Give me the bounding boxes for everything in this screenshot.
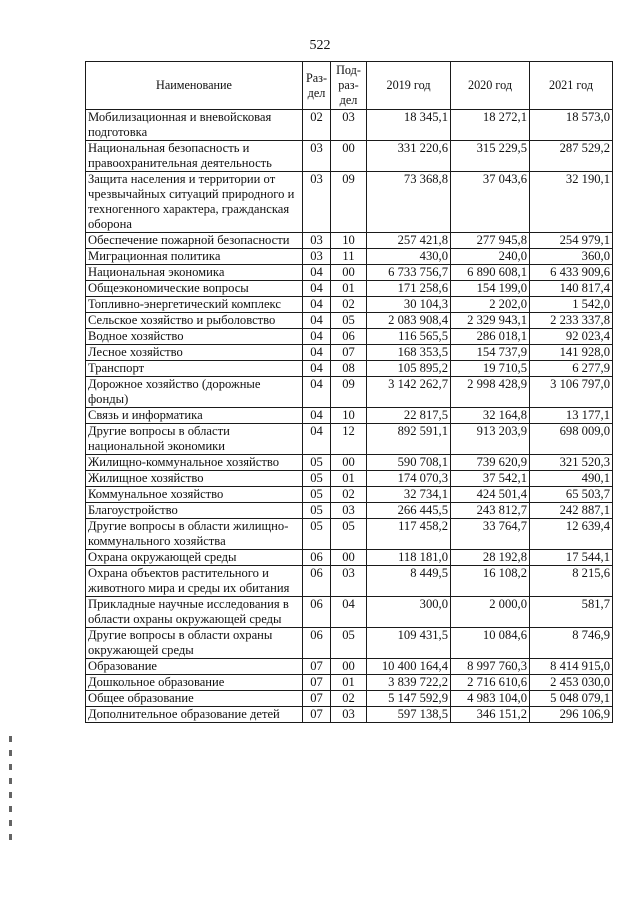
table-row bbox=[86, 377, 613, 408]
table-row bbox=[86, 141, 613, 172]
row-value-2021: 8 746,9 bbox=[530, 628, 613, 659]
row-subsection: 08 bbox=[331, 361, 367, 377]
row-section: 04 bbox=[303, 361, 331, 377]
row-name: Жилищное хозяйство bbox=[86, 471, 303, 487]
row-section: 06 bbox=[303, 597, 331, 628]
row-value-2021: 8 414 915,0 bbox=[530, 659, 613, 675]
row-section: 05 bbox=[303, 519, 331, 550]
row-name: Охрана окружающей среды bbox=[86, 550, 303, 566]
row-value-2019: 73 368,8 bbox=[367, 172, 451, 233]
row-section: 04 bbox=[303, 297, 331, 313]
row-subsection: 00 bbox=[331, 265, 367, 281]
row-value-2021: 32 190,1 bbox=[530, 172, 613, 233]
table-row bbox=[86, 313, 613, 329]
row-subsection: 01 bbox=[331, 471, 367, 487]
row-subsection: 01 bbox=[331, 281, 367, 297]
table-row bbox=[86, 628, 613, 659]
row-value-2020: 6 890 608,1 bbox=[451, 265, 530, 281]
row-name: Дорожное хозяйство (дорожные фонды) bbox=[86, 377, 303, 408]
row-value-2019: 892 591,1 bbox=[367, 424, 451, 455]
row-value-2021: 490,1 bbox=[530, 471, 613, 487]
row-name: Транспорт bbox=[86, 361, 303, 377]
row-subsection: 06 bbox=[331, 329, 367, 345]
row-section: 06 bbox=[303, 550, 331, 566]
row-subsection: 09 bbox=[331, 172, 367, 233]
row-value-2019: 109 431,5 bbox=[367, 628, 451, 659]
row-section: 03 bbox=[303, 249, 331, 265]
table-row bbox=[86, 503, 613, 519]
row-value-2019: 8 449,5 bbox=[367, 566, 451, 597]
row-value-2020: 2 716 610,6 bbox=[451, 675, 530, 691]
row-value-2019: 22 817,5 bbox=[367, 408, 451, 424]
row-section: 03 bbox=[303, 141, 331, 172]
row-value-2020: 2 998 428,9 bbox=[451, 377, 530, 408]
row-value-2021: 2 233 337,8 bbox=[530, 313, 613, 329]
row-section: 05 bbox=[303, 487, 331, 503]
row-value-2020: 424 501,4 bbox=[451, 487, 530, 503]
row-value-2021: 698 009,0 bbox=[530, 424, 613, 455]
row-subsection: 11 bbox=[331, 249, 367, 265]
table-row bbox=[86, 329, 613, 345]
row-name: Обеспечение пожарной безопасности bbox=[86, 233, 303, 249]
row-subsection: 03 bbox=[331, 110, 367, 141]
row-name: Водное хозяйство bbox=[86, 329, 303, 345]
row-subsection: 03 bbox=[331, 707, 367, 723]
row-value-2021: 321 520,3 bbox=[530, 455, 613, 471]
header-section: Раз-дел bbox=[303, 62, 331, 110]
row-subsection: 04 bbox=[331, 597, 367, 628]
row-value-2020: 37 542,1 bbox=[451, 471, 530, 487]
row-value-2021: 5 048 079,1 bbox=[530, 691, 613, 707]
page-number: 522 bbox=[309, 38, 331, 53]
table-row bbox=[86, 675, 613, 691]
row-value-2020: 243 812,7 bbox=[451, 503, 530, 519]
row-section: 05 bbox=[303, 455, 331, 471]
row-subsection: 05 bbox=[331, 628, 367, 659]
row-value-2020: 346 151,2 bbox=[451, 707, 530, 723]
table-body bbox=[86, 110, 613, 723]
row-value-2021: 17 544,1 bbox=[530, 550, 613, 566]
row-value-2021: 12 639,4 bbox=[530, 519, 613, 550]
row-value-2020: 2 000,0 bbox=[451, 597, 530, 628]
row-value-2020: 154 199,0 bbox=[451, 281, 530, 297]
row-value-2019: 32 734,1 bbox=[367, 487, 451, 503]
row-name: Образование bbox=[86, 659, 303, 675]
row-value-2019: 168 353,5 bbox=[367, 345, 451, 361]
row-name: Топливно-энергетический комплекс bbox=[86, 297, 303, 313]
row-name: Благоустройство bbox=[86, 503, 303, 519]
row-value-2019: 597 138,5 bbox=[367, 707, 451, 723]
row-value-2020: 2 202,0 bbox=[451, 297, 530, 313]
row-value-2020: 913 203,9 bbox=[451, 424, 530, 455]
row-value-2021: 65 503,7 bbox=[530, 487, 613, 503]
row-subsection: 05 bbox=[331, 519, 367, 550]
row-value-2019: 116 565,5 bbox=[367, 329, 451, 345]
row-subsection: 10 bbox=[331, 233, 367, 249]
row-value-2021: 6 433 909,6 bbox=[530, 265, 613, 281]
row-value-2019: 430,0 bbox=[367, 249, 451, 265]
row-subsection: 00 bbox=[331, 455, 367, 471]
row-section: 07 bbox=[303, 675, 331, 691]
table-row bbox=[86, 249, 613, 265]
row-value-2020: 28 192,8 bbox=[451, 550, 530, 566]
row-value-2019: 6 733 756,7 bbox=[367, 265, 451, 281]
row-value-2019: 3 142 262,7 bbox=[367, 377, 451, 408]
row-subsection: 00 bbox=[331, 550, 367, 566]
table-row bbox=[86, 265, 613, 281]
table-row bbox=[86, 707, 613, 723]
table-row bbox=[86, 471, 613, 487]
row-value-2021: 141 928,0 bbox=[530, 345, 613, 361]
row-name: Общеэкономические вопросы bbox=[86, 281, 303, 297]
row-value-2019: 590 708,1 bbox=[367, 455, 451, 471]
row-name: Миграционная политика bbox=[86, 249, 303, 265]
table-row bbox=[86, 110, 613, 141]
row-name: Мобилизационная и вневойсковая подготовка bbox=[86, 110, 303, 141]
row-value-2019: 3 839 722,2 bbox=[367, 675, 451, 691]
row-subsection: 12 bbox=[331, 424, 367, 455]
row-name: Национальная безопасность и правоохранительная деятельность bbox=[86, 141, 303, 172]
row-value-2021: 360,0 bbox=[530, 249, 613, 265]
table-row bbox=[86, 424, 613, 455]
row-name: Защита населения и территории от чрезвычайных ситуаций природного и техногенного характера, гражданская оборона bbox=[86, 172, 303, 233]
row-value-2019: 331 220,6 bbox=[367, 141, 451, 172]
header-2020: 2020 год bbox=[451, 62, 530, 110]
row-value-2019: 257 421,8 bbox=[367, 233, 451, 249]
row-section: 05 bbox=[303, 471, 331, 487]
row-section: 04 bbox=[303, 329, 331, 345]
row-value-2020: 33 764,7 bbox=[451, 519, 530, 550]
row-value-2019: 174 070,3 bbox=[367, 471, 451, 487]
row-value-2021: 3 106 797,0 bbox=[530, 377, 613, 408]
table-row bbox=[86, 361, 613, 377]
row-section: 04 bbox=[303, 377, 331, 408]
table-row bbox=[86, 519, 613, 550]
row-value-2019: 117 458,2 bbox=[367, 519, 451, 550]
row-value-2021: 140 817,4 bbox=[530, 281, 613, 297]
row-section: 07 bbox=[303, 707, 331, 723]
row-value-2021: 581,7 bbox=[530, 597, 613, 628]
row-value-2021: 6 277,9 bbox=[530, 361, 613, 377]
row-value-2021: 254 979,1 bbox=[530, 233, 613, 249]
row-value-2019: 30 104,3 bbox=[367, 297, 451, 313]
row-value-2019: 266 445,5 bbox=[367, 503, 451, 519]
row-value-2020: 315 229,5 bbox=[451, 141, 530, 172]
row-value-2020: 2 329 943,1 bbox=[451, 313, 530, 329]
header-name: Наименование bbox=[86, 62, 303, 110]
row-value-2021: 8 215,6 bbox=[530, 566, 613, 597]
table-row bbox=[86, 550, 613, 566]
row-subsection: 00 bbox=[331, 141, 367, 172]
table-row bbox=[86, 172, 613, 233]
scan-margin-mark bbox=[9, 736, 12, 846]
row-value-2020: 4 983 104,0 bbox=[451, 691, 530, 707]
row-value-2019: 300,0 bbox=[367, 597, 451, 628]
row-value-2020: 18 272,1 bbox=[451, 110, 530, 141]
row-value-2020: 154 737,9 bbox=[451, 345, 530, 361]
table-row bbox=[86, 281, 613, 297]
row-name: Общее образование bbox=[86, 691, 303, 707]
row-name: Дошкольное образование bbox=[86, 675, 303, 691]
table-header-row bbox=[86, 62, 613, 110]
row-value-2019: 18 345,1 bbox=[367, 110, 451, 141]
row-name: Лесное хозяйство bbox=[86, 345, 303, 361]
row-subsection: 07 bbox=[331, 345, 367, 361]
row-value-2020: 240,0 bbox=[451, 249, 530, 265]
row-section: 02 bbox=[303, 110, 331, 141]
row-section: 04 bbox=[303, 265, 331, 281]
row-section: 05 bbox=[303, 503, 331, 519]
row-value-2019: 105 895,2 bbox=[367, 361, 451, 377]
row-value-2020: 10 084,6 bbox=[451, 628, 530, 659]
row-value-2021: 242 887,1 bbox=[530, 503, 613, 519]
row-name: Дополнительное образование детей bbox=[86, 707, 303, 723]
header-2021: 2021 год bbox=[530, 62, 613, 110]
row-section: 04 bbox=[303, 313, 331, 329]
row-name: Другие вопросы в области жилищно-коммунального хозяйства bbox=[86, 519, 303, 550]
row-section: 04 bbox=[303, 345, 331, 361]
row-name: Сельское хозяйство и рыболовство bbox=[86, 313, 303, 329]
table-row bbox=[86, 487, 613, 503]
row-name: Другие вопросы в области охраны окружающей среды bbox=[86, 628, 303, 659]
table-row bbox=[86, 345, 613, 361]
table-row bbox=[86, 455, 613, 471]
table-row bbox=[86, 297, 613, 313]
row-subsection: 02 bbox=[331, 691, 367, 707]
row-value-2019: 171 258,6 bbox=[367, 281, 451, 297]
row-value-2021: 296 106,9 bbox=[530, 707, 613, 723]
row-subsection: 02 bbox=[331, 297, 367, 313]
row-section: 04 bbox=[303, 424, 331, 455]
row-section: 03 bbox=[303, 233, 331, 249]
table-row bbox=[86, 597, 613, 628]
header-subsection: Под-раз-дел bbox=[331, 62, 367, 110]
row-value-2020: 8 997 760,3 bbox=[451, 659, 530, 675]
row-name: Другие вопросы в области национальной экономики bbox=[86, 424, 303, 455]
row-value-2019: 10 400 164,4 bbox=[367, 659, 451, 675]
row-subsection: 05 bbox=[331, 313, 367, 329]
row-subsection: 02 bbox=[331, 487, 367, 503]
row-value-2021: 287 529,2 bbox=[530, 141, 613, 172]
row-section: 07 bbox=[303, 691, 331, 707]
table-row bbox=[86, 233, 613, 249]
row-value-2020: 277 945,8 bbox=[451, 233, 530, 249]
row-value-2020: 32 164,8 bbox=[451, 408, 530, 424]
row-subsection: 01 bbox=[331, 675, 367, 691]
row-value-2019: 5 147 592,9 bbox=[367, 691, 451, 707]
row-subsection: 09 bbox=[331, 377, 367, 408]
row-name: Коммунальное хозяйство bbox=[86, 487, 303, 503]
row-value-2020: 16 108,2 bbox=[451, 566, 530, 597]
header-2019: 2019 год bbox=[367, 62, 451, 110]
row-subsection: 03 bbox=[331, 566, 367, 597]
row-name: Связь и информатика bbox=[86, 408, 303, 424]
table-row bbox=[86, 408, 613, 424]
row-value-2020: 19 710,5 bbox=[451, 361, 530, 377]
row-section: 06 bbox=[303, 628, 331, 659]
row-value-2021: 1 542,0 bbox=[530, 297, 613, 313]
row-value-2019: 2 083 908,4 bbox=[367, 313, 451, 329]
row-section: 06 bbox=[303, 566, 331, 597]
row-value-2020: 286 018,1 bbox=[451, 329, 530, 345]
row-value-2021: 2 453 030,0 bbox=[530, 675, 613, 691]
row-section: 07 bbox=[303, 659, 331, 675]
row-name: Национальная экономика bbox=[86, 265, 303, 281]
row-section: 04 bbox=[303, 281, 331, 297]
table-row bbox=[86, 566, 613, 597]
row-section: 04 bbox=[303, 408, 331, 424]
budget-table bbox=[85, 61, 613, 723]
table-row bbox=[86, 659, 613, 675]
row-value-2020: 37 043,6 bbox=[451, 172, 530, 233]
row-subsection: 10 bbox=[331, 408, 367, 424]
row-value-2021: 92 023,4 bbox=[530, 329, 613, 345]
row-section: 03 bbox=[303, 172, 331, 233]
row-name: Прикладные научные исследования в области охраны окружающей среды bbox=[86, 597, 303, 628]
row-subsection: 00 bbox=[331, 659, 367, 675]
row-value-2019: 118 181,0 bbox=[367, 550, 451, 566]
row-name: Охрана объектов растительного и животного мира и среды их обитания bbox=[86, 566, 303, 597]
table-row bbox=[86, 691, 613, 707]
row-subsection: 03 bbox=[331, 503, 367, 519]
row-value-2021: 13 177,1 bbox=[530, 408, 613, 424]
row-value-2020: 739 620,9 bbox=[451, 455, 530, 471]
row-name: Жилищно-коммунальное хозяйство bbox=[86, 455, 303, 471]
row-value-2021: 18 573,0 bbox=[530, 110, 613, 141]
